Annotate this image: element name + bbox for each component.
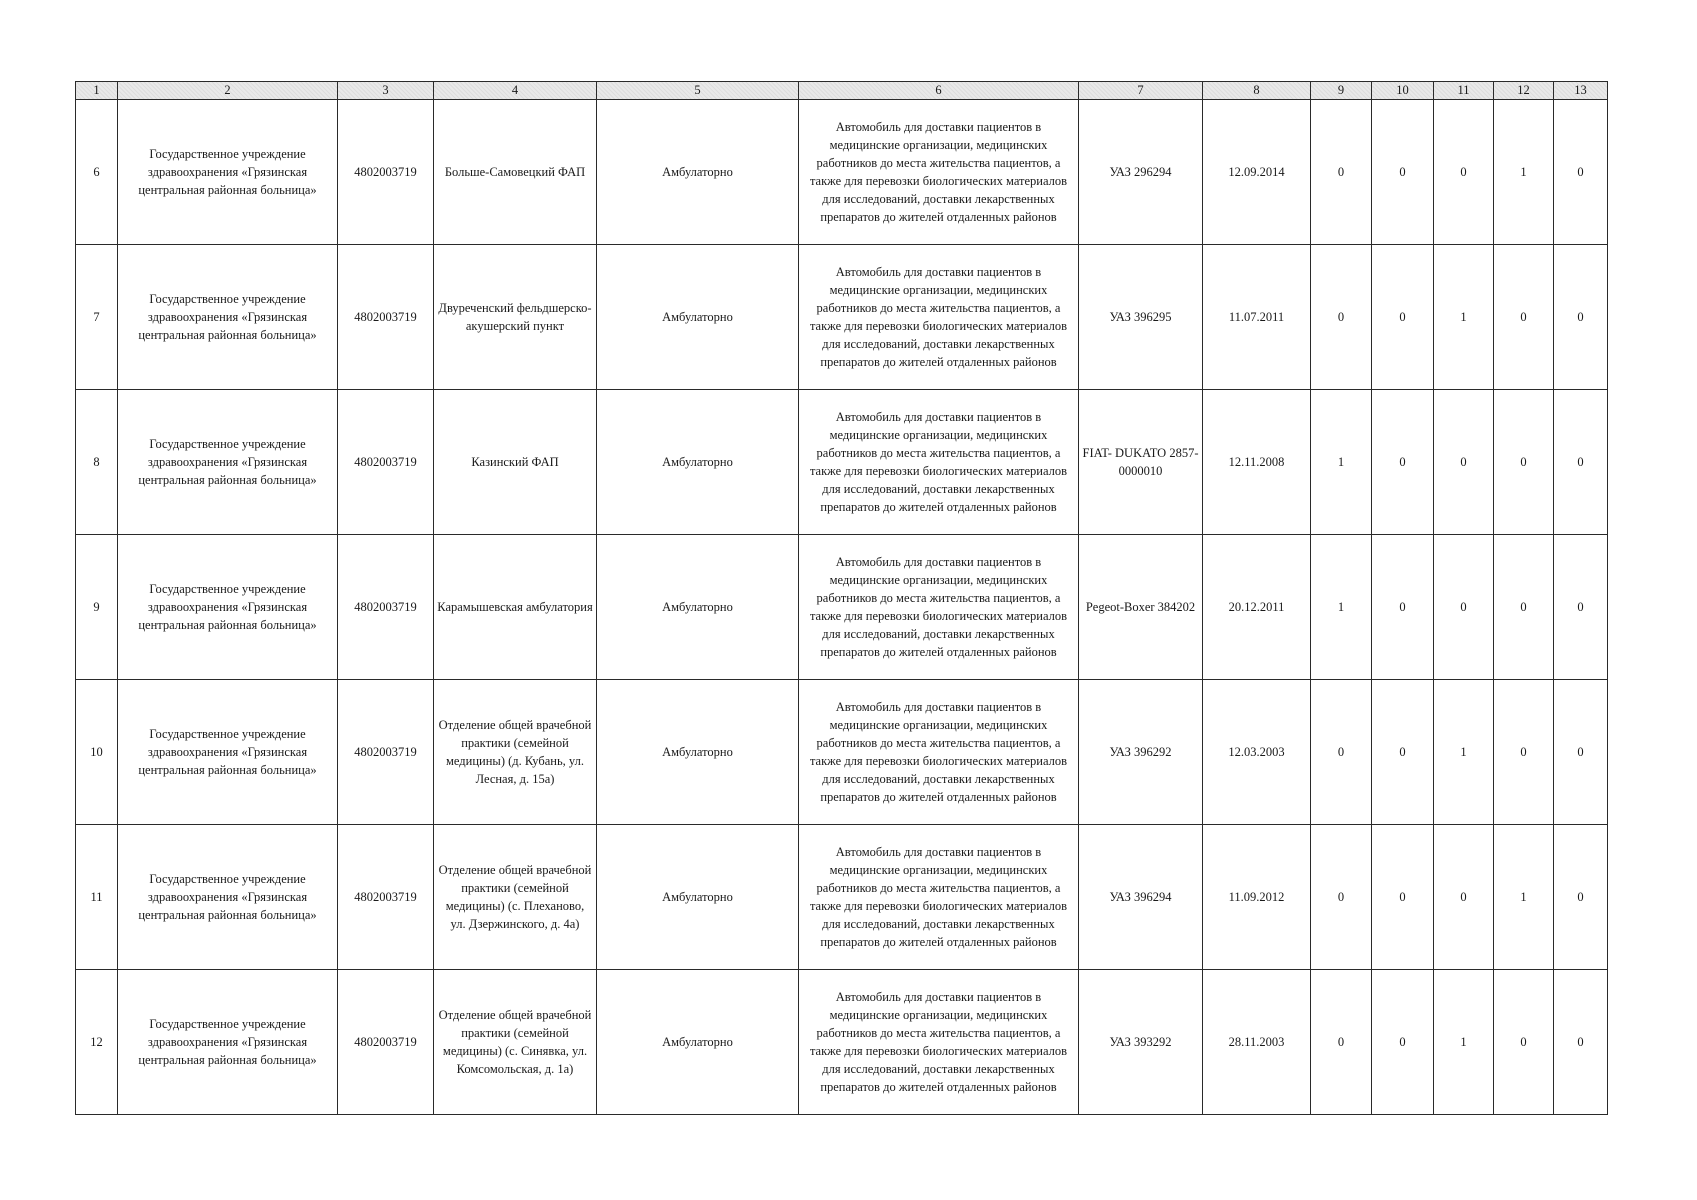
- col-12-value: 0: [1494, 245, 1554, 390]
- vehicle-date: 12.11.2008: [1203, 390, 1311, 535]
- header-cell: 6: [799, 82, 1079, 100]
- subdivision-name: Двуреченский фельдшерско-акушерский пункт: [434, 245, 597, 390]
- table-row: [76, 390, 1608, 535]
- row-number: 7: [76, 245, 118, 390]
- table-row: [76, 100, 1608, 245]
- header-cell: 8: [1203, 82, 1311, 100]
- table-row: [76, 535, 1608, 680]
- care-type: Амбулаторно: [597, 390, 799, 535]
- vehicle-date: 12.03.2003: [1203, 680, 1311, 825]
- subdivision-name: Отделение общей врачебной практики (семейной медицины) (с. Синявка, ул. Комсомольская, д. 1а): [434, 970, 597, 1115]
- header-cell: 3: [338, 82, 434, 100]
- inn-code: 4802003719: [338, 535, 434, 680]
- col-13-value: 0: [1554, 680, 1608, 825]
- organization-name: Государственное учреждение здравоохранения «Грязинская центральная районная больница»: [118, 100, 338, 245]
- col-10-value: 0: [1372, 100, 1434, 245]
- col-10-value: 0: [1372, 825, 1434, 970]
- header-cell: 10: [1372, 82, 1434, 100]
- col-9-value: 0: [1311, 680, 1372, 825]
- col-10-value: 0: [1372, 245, 1434, 390]
- vehicle-purpose: Автомобиль для доставки пациентов в медицинские организации, медицинских работников до места жительства пациентов, а также для перевозки биологических материалов для исследований, доставки лекарственных препаратов до жителей отдаленных районов: [799, 680, 1079, 825]
- vehicle-purpose: Автомобиль для доставки пациентов в медицинские организации, медицинских работников до места жительства пациентов, а также для перевозки биологических материалов для исследований, доставки лекарственных препаратов до жителей отдаленных районов: [799, 390, 1079, 535]
- col-9-value: 0: [1311, 970, 1372, 1115]
- vehicle-model: УАЗ 296294: [1079, 100, 1203, 245]
- header-cell: 5: [597, 82, 799, 100]
- subdivision-name: Карамышевская амбулатория: [434, 535, 597, 680]
- col-11-value: 0: [1434, 535, 1494, 680]
- vehicle-purpose: Автомобиль для доставки пациентов в медицинские организации, медицинских работников до места жительства пациентов, а также для перевозки биологических материалов для исследований, доставки лекарственных препаратов до жителей отдаленных районов: [799, 245, 1079, 390]
- row-number: 8: [76, 390, 118, 535]
- col-11-value: 1: [1434, 970, 1494, 1115]
- col-12-value: 0: [1494, 680, 1554, 825]
- organization-name: Государственное учреждение здравоохранения «Грязинская центральная районная больница»: [118, 245, 338, 390]
- col-13-value: 0: [1554, 390, 1608, 535]
- col-12-value: 0: [1494, 970, 1554, 1115]
- vehicle-model: Pegeot-Boxer 384202: [1079, 535, 1203, 680]
- header-cell: 4: [434, 82, 597, 100]
- table-row: [76, 825, 1608, 970]
- col-9-value: 0: [1311, 100, 1372, 245]
- header-cell: 12: [1494, 82, 1554, 100]
- vehicle-date: 11.09.2012: [1203, 825, 1311, 970]
- organization-name: Государственное учреждение здравоохранения «Грязинская центральная районная больница»: [118, 680, 338, 825]
- table-row: [76, 970, 1608, 1115]
- header-cell: 13: [1554, 82, 1608, 100]
- row-number: 9: [76, 535, 118, 680]
- header-cell: 11: [1434, 82, 1494, 100]
- vehicle-purpose: Автомобиль для доставки пациентов в медицинские организации, медицинских работников до места жительства пациентов, а также для перевозки биологических материалов для исследований, доставки лекарственных препаратов до жителей отдаленных районов: [799, 535, 1079, 680]
- inn-code: 4802003719: [338, 825, 434, 970]
- care-type: Амбулаторно: [597, 100, 799, 245]
- vehicle-model: УАЗ 393292: [1079, 970, 1203, 1115]
- header-cell: 1: [76, 82, 118, 100]
- col-13-value: 0: [1554, 535, 1608, 680]
- inn-code: 4802003719: [338, 100, 434, 245]
- table-row: [76, 680, 1608, 825]
- inn-code: 4802003719: [338, 680, 434, 825]
- vehicle-model: УАЗ 396294: [1079, 825, 1203, 970]
- organization-name: Государственное учреждение здравоохранения «Грязинская центральная районная больница»: [118, 535, 338, 680]
- col-9-value: 1: [1311, 535, 1372, 680]
- row-number: 10: [76, 680, 118, 825]
- vehicle-model: УАЗ 396292: [1079, 680, 1203, 825]
- header-cell: 7: [1079, 82, 1203, 100]
- vehicle-date: 20.12.2011: [1203, 535, 1311, 680]
- care-type: Амбулаторно: [597, 970, 799, 1115]
- inn-code: 4802003719: [338, 390, 434, 535]
- care-type: Амбулаторно: [597, 825, 799, 970]
- header-row: [76, 82, 1608, 100]
- care-type: Амбулаторно: [597, 535, 799, 680]
- vehicle-model: FIAT- DUKATO 2857-0000010: [1079, 390, 1203, 535]
- col-9-value: 1: [1311, 390, 1372, 535]
- vehicle-registry-table: [75, 81, 1608, 1115]
- col-13-value: 0: [1554, 825, 1608, 970]
- col-12-value: 0: [1494, 390, 1554, 535]
- vehicle-purpose: Автомобиль для доставки пациентов в медицинские организации, медицинских работников до места жительства пациентов, а также для перевозки биологических материалов для исследований, доставки лекарственных препаратов до жителей отдаленных районов: [799, 100, 1079, 245]
- col-12-value: 1: [1494, 825, 1554, 970]
- col-12-value: 1: [1494, 100, 1554, 245]
- col-11-value: 0: [1434, 390, 1494, 535]
- header-cell: 9: [1311, 82, 1372, 100]
- document-page: [75, 81, 1607, 1115]
- row-number: 11: [76, 825, 118, 970]
- inn-code: 4802003719: [338, 245, 434, 390]
- vehicle-purpose: Автомобиль для доставки пациентов в медицинские организации, медицинских работников до места жительства пациентов, а также для перевозки биологических материалов для исследований, доставки лекарственных препаратов до жителей отдаленных районов: [799, 970, 1079, 1115]
- col-9-value: 0: [1311, 245, 1372, 390]
- subdivision-name: Отделение общей врачебной практики (семейной медицины) (с. Плеханово, ул. Дзержинского, д. 4а): [434, 825, 597, 970]
- table-row: [76, 245, 1608, 390]
- care-type: Амбулаторно: [597, 680, 799, 825]
- col-9-value: 0: [1311, 825, 1372, 970]
- col-10-value: 0: [1372, 390, 1434, 535]
- col-13-value: 0: [1554, 100, 1608, 245]
- row-number: 12: [76, 970, 118, 1115]
- care-type: Амбулаторно: [597, 245, 799, 390]
- col-11-value: 1: [1434, 680, 1494, 825]
- vehicle-date: 11.07.2011: [1203, 245, 1311, 390]
- col-13-value: 0: [1554, 245, 1608, 390]
- vehicle-date: 12.09.2014: [1203, 100, 1311, 245]
- subdivision-name: Больше-Самовецкий ФАП: [434, 100, 597, 245]
- col-10-value: 0: [1372, 970, 1434, 1115]
- vehicle-date: 28.11.2003: [1203, 970, 1311, 1115]
- col-11-value: 1: [1434, 245, 1494, 390]
- col-10-value: 0: [1372, 680, 1434, 825]
- col-11-value: 0: [1434, 825, 1494, 970]
- col-13-value: 0: [1554, 970, 1608, 1115]
- inn-code: 4802003719: [338, 970, 434, 1115]
- col-10-value: 0: [1372, 535, 1434, 680]
- row-number: 6: [76, 100, 118, 245]
- organization-name: Государственное учреждение здравоохранения «Грязинская центральная районная больница»: [118, 970, 338, 1115]
- subdivision-name: Казинский ФАП: [434, 390, 597, 535]
- organization-name: Государственное учреждение здравоохранения «Грязинская центральная районная больница»: [118, 390, 338, 535]
- vehicle-purpose: Автомобиль для доставки пациентов в медицинские организации, медицинских работников до места жительства пациентов, а также для перевозки биологических материалов для исследований, доставки лекарственных препаратов до жителей отдаленных районов: [799, 825, 1079, 970]
- col-11-value: 0: [1434, 100, 1494, 245]
- subdivision-name: Отделение общей врачебной практики (семейной медицины) (д. Кубань, ул. Лесная, д. 15а): [434, 680, 597, 825]
- col-12-value: 0: [1494, 535, 1554, 680]
- organization-name: Государственное учреждение здравоохранения «Грязинская центральная районная больница»: [118, 825, 338, 970]
- vehicle-model: УАЗ 396295: [1079, 245, 1203, 390]
- header-cell: 2: [118, 82, 338, 100]
